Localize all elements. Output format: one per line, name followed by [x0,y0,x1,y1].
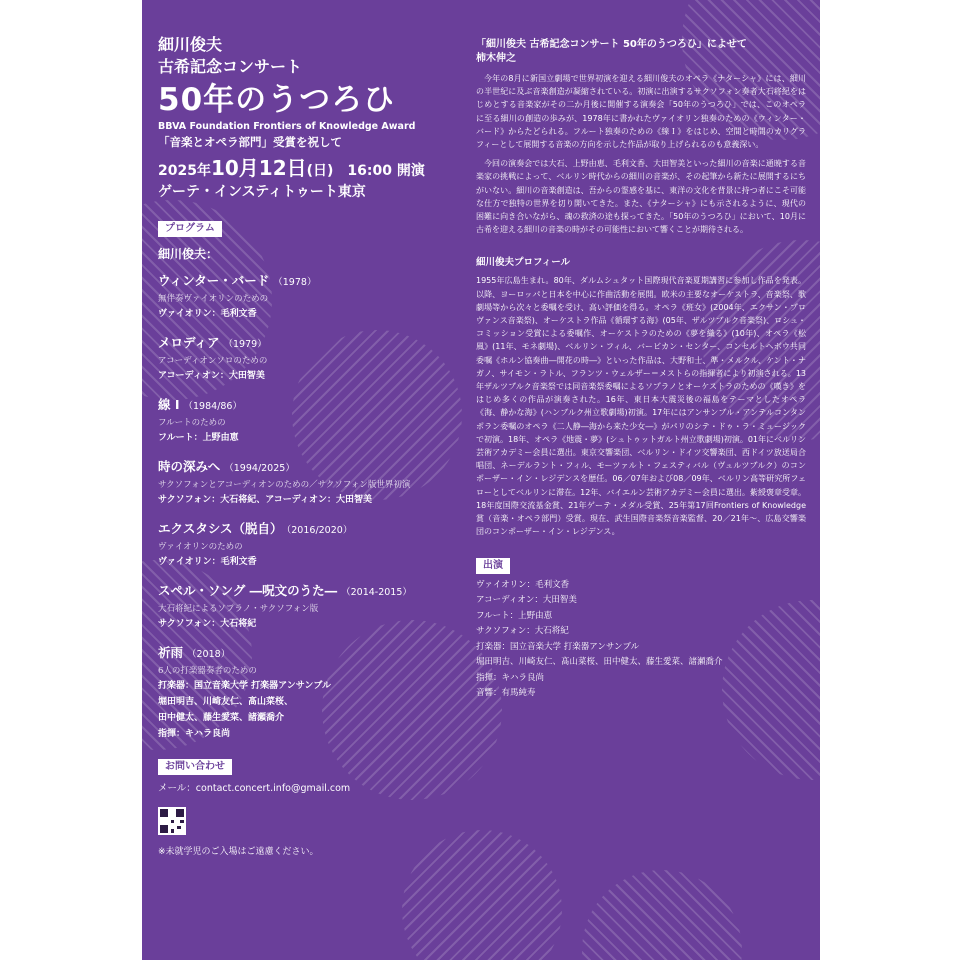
contact-label: お問い合わせ [158,759,232,775]
performer-line: 堀田明吉、川崎友仁、髙山菜桜、田中健太、藤生愛菜、諸瀬喬介 [476,657,723,667]
performer-line: フルート：上野由恵 [476,610,553,621]
decorative-circle [582,870,742,960]
performer-line: 指揮：キハラ良尚 [476,672,545,683]
work-performer: 打楽器：国立音楽大学 打楽器アンサンブル [158,681,331,691]
venue: ゲーテ・インスティトゥート東京 [158,184,366,200]
work-title: 祈雨 [158,645,184,660]
qr-code-icon[interactable] [158,807,186,835]
performer-line: 打楽器：国立音楽大学 打楽器アンサンブル [476,641,640,652]
main-title: 50年のうつろひ [158,82,396,118]
concert-date [158,157,458,182]
performers-list [476,578,806,702]
work-year: （1994/2025） [224,463,295,474]
program-work [158,272,458,322]
work-conductor: 指揮：キハラ良尚 [158,729,231,739]
award-japanese: 「音楽とオペラ部門」受賞を祝して [158,135,342,149]
work-title: 時の深みへ [158,459,221,474]
work-performer: ヴァイオリン：毛利文香 [158,557,257,567]
work-title: エクスタシス（脱自） [158,521,283,536]
performer-line: アコーディオン：大田智美 [476,595,577,605]
essay-body [476,72,806,236]
work-year: （2018） [187,649,231,660]
performer-line: ヴァイオリン：毛利文香 [476,579,570,590]
program-work [158,458,458,508]
work-subtitle: アコーディオンソロのための [158,356,268,366]
work-performer: サクソフォン：大石将紀 [158,619,257,629]
award-english: BBVA Foundation Frontiers of Knowledge Award [158,121,416,132]
date-day: 10月12日 [210,156,307,180]
work-title: メロディア [158,335,220,350]
program-work [158,334,458,384]
essay-paragraph: 今回の演奏会では大石、上野由恵、毛利文香、大田智美といった細川の音楽に通暁する音楽家の挑戦によって、ベルリン時代からの細川の音楽が、その起筆から新たに展開するにちがいない。細川の音楽創造は、吾からの霊感を基に、東洋の文化を背景に持つ者にこそ可能な仕方で独特の世界を切り開いてきた。また、《ナターシャ》にも示されるように、現代の困難に向き合いながら、魂の救済の途も探ってきた。「50年のうつろひ」において、10月に古希を迎える細川の音楽の時がその可能性において響くことが期待される。 [476,159,806,235]
performers-label: 出演 [476,558,510,574]
work-performer: サクソフォン：大石将紀、アコーディオン：大田智美 [158,495,373,505]
work-performer-names: 田中健太、藤生愛菜、諸瀬喬介 [158,713,285,723]
essay-author: 柿木伸之 [476,53,516,64]
work-subtitle: 6人の打楽器奏者のための [158,666,257,676]
work-performer: フルート：上野由恵 [158,433,239,443]
date-time: (日) 16:00 開演 [306,163,425,179]
work-performer-names: 堀田明吉、川崎友仁、髙山菜桜、 [158,697,294,707]
work-subtitle: サクソフォンとアコーディオンのための／サクソフォン版世界初演 [158,480,411,490]
work-year: （2014-2015） [341,587,412,598]
work-title: ウィンター・バード [158,273,270,288]
work-subtitle: ヴァイオリンのための [158,542,243,552]
left-column [158,34,458,859]
work-subtitle: フルートのための [158,418,226,428]
program-work [158,396,458,446]
work-performer: ヴァイオリン：毛利文香 [158,309,257,319]
profile-heading: 細川俊夫プロフィール [476,257,571,269]
work-year: （1984/86） [183,401,242,412]
program-work [158,582,458,632]
flyer [142,0,820,960]
concert-line: 古希記念コンサート [158,57,303,76]
work-title: スペル・ソング ―呪文のうた― [158,583,338,598]
essay-heading: 「細川俊夫 古希記念コンサート 50年のうつろひ」によせて [476,39,747,50]
performer-line: 音響：有馬純寿 [476,688,536,698]
date-year: 2025年 [158,163,211,179]
profile-text: 1955年広島生まれ。80年、ダルムシュタット国際現代音楽夏期講習に参加し作品を発表。以降、ヨーロッパと日本を中心に作曲活動を展開。欧米の主要なオーケストラ、音楽祭、歌劇場等から次々と委嘱を受け、高い評価を得る。オペラ《班女》(2004年、エクサン・プロヴァンス音楽祭)、オーケストラ作品《循環する海》(05年、ザルツブルク音楽祭)、ロシュ・コミッション受賞による委嘱作、オーケストラのための《夢を織る》(10年)、オペラ《松風》(11年、モネ劇場)、ベルリン・フィル、バービカン・センター、コンセルトヘボウ共同委嘱《ホルン協奏曲―開花の時―》といった作品は、大野和士、準・メルクル、ケント・ナガノ、サイモン・ラトル、フランツ・ウェルザー＝メストらの指揮者により初演される。13年ザルツブルク音楽祭では同音楽祭委嘱によるソプラノとオーケストラのための《嘆き》をはじめ多くの作品が演奏された。16年、東日本大震災後の福島をテーマとしたオペラ《海、静かな海》(ハンブルク州立歌劇場)初演。17年にはアンサンブル・アンテルコンタンポラン委嘱のオペラ《二人静―海から来た少女―》がパリのシテ・ドゥ・ラ・ミュージックで初演。18年、オペラ《地震・夢》(シュトゥットガルト州立歌劇場)初演。01年にベルリン芸術アカデミー会員に選出。東京交響楽団、ベルリン・ドイツ交響楽団、西ドイツ放送局合唱団、ネーデルラント・フィル、モーツァルト・フェスティバル（ヴュルツブルク）のコンポーザー・イン・レジデンスを歴任。06／07年および08／09年、ベルリン高等研究所フェローとしてベルリンに滞在。12年、バイエルン芸術アカデミー会員に選出。紫綬褒章受章。18年度国際交流基金賞、21年ゲーテ・メダル受賞、25年第17回Frontiers of Knowledge 賞（音楽・オペラ部門）受賞。現在、武生国際音楽祭音楽監督、20／21年～、広島交響楽団のコンポーザー・イン・レジデンス。 [476,276,806,537]
program-work [158,520,458,570]
right-column [476,38,806,702]
work-year: （2016/2020） [286,525,353,536]
work-year: （1978） [273,277,317,288]
program-work [158,644,458,742]
work-subtitle: 大石将紀によるソプラノ・サクソフォン版 [158,604,319,614]
program-label: プログラム [158,221,222,237]
work-year: （1979） [223,339,267,350]
composer-line: 細川俊夫 [158,35,223,54]
program-composer: 細川俊夫： [158,247,219,261]
performer-line: サクソフォン：大石将紀 [476,626,569,636]
work-performer: アコーディオン：大田智美 [158,371,265,381]
contact-email[interactable]: メール：contact.concert.info@gmail.com [158,783,351,794]
essay-paragraph: 今年の8月に新国立劇場で世界初演を迎える細川俊夫のオペラ《ナターシャ》には、細川の半世紀に及ぶ音楽創造が凝縮されている。初演に出演するサクソフォン奏者大石将紀をはじめとする音楽家がその二か月後に開催する演奏会「50年のうつろひ」では、このオペラに至る細川の創造の歩みが、1978年に書かれたヴァイオリン独奏のための《ウィンター・バード》からたどられる。フルート独奏のための《線Ｉ》をはじめ、空間と時間のカリグラフィーとして展開する音楽の方向を示した作品が取り上げられるのも意義深い。 [476,74,806,150]
admission-note: ※未就学児のご入場はご遠慮ください。 [158,847,319,857]
work-title: 線 I [158,397,180,412]
work-subtitle: 無伴奏ヴァイオリンのための [158,294,269,304]
